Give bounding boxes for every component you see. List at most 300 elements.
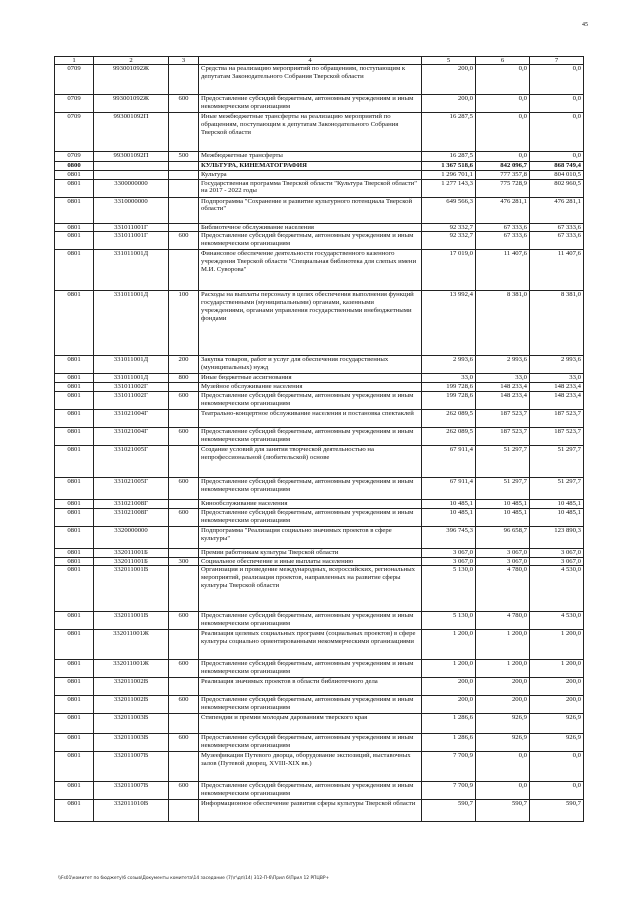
cell-section-code: 0801 [55, 232, 94, 250]
cell-target-article: 332011002В [94, 696, 169, 714]
cell-amount-col5: 200,0 [422, 696, 476, 714]
cell-target-article: 332011001Б [94, 548, 169, 557]
cell-section-code: 0801 [55, 383, 94, 392]
cell-section-code: 0801 [55, 752, 94, 782]
cell-amount-col5: 92 332,7 [422, 223, 476, 232]
cell-section-code: 0801 [55, 714, 94, 734]
cell-amount-col7: 868 749,4 [530, 162, 584, 171]
cell-expense-type [169, 630, 199, 660]
cell-amount-col5: 16 287,5 [422, 113, 476, 152]
cell-amount-col7: 33,0 [530, 374, 584, 383]
cell-item-name: Предоставление субсидий бюджетным, автономным учреждениям и иным некоммерческим организациям [199, 95, 422, 113]
cell-amount-col7: 187 523,7 [530, 427, 584, 445]
cell-amount-col6: 590,7 [476, 800, 530, 822]
cell-item-name: Иные межбюджетные трансферты на реализацию мероприятий по обращениям, поступающим к депутатам Законодательного Собрания Тверской области [199, 113, 422, 152]
cell-amount-col6: 926,9 [476, 714, 530, 734]
table-row [55, 630, 584, 660]
cell-amount-col5: 67 911,4 [422, 477, 476, 499]
cell-amount-col7: 3 067,0 [530, 557, 584, 566]
cell-item-name: Расходы на выплаты персоналу в целях обеспечения выполнения функций государственными (муниципальными) органами, казенными учреждениями, органами управления государственными внебюджетными фондами [199, 291, 422, 356]
cell-section-code: 0801 [55, 197, 94, 223]
cell-section-code: 0801 [55, 660, 94, 678]
cell-expense-type [169, 499, 199, 508]
cell-amount-col6: 67 333,6 [476, 223, 530, 232]
cell-amount-col7: 51 297,7 [530, 477, 584, 499]
cell-target-article: 332011010В [94, 800, 169, 822]
cell-item-name: Реализация целевых социальных программ (социальных проектов) в сфере культуры социально ориентированными некоммерческими организациями [199, 630, 422, 660]
column-header-3: 3 [169, 57, 199, 65]
table-row [55, 557, 584, 566]
cell-amount-col6: 0,0 [476, 95, 530, 113]
cell-amount-col5: 10 485,1 [422, 508, 476, 526]
table-row [55, 734, 584, 752]
table-row [55, 179, 584, 197]
cell-item-name: Кинообслуживание населения [199, 499, 422, 508]
table-row [55, 800, 584, 822]
cell-amount-col7: 0,0 [530, 95, 584, 113]
cell-amount-col5: 262 089,5 [422, 409, 476, 427]
table-row [55, 170, 584, 179]
cell-item-name: Межбюджетные трансферты [199, 152, 422, 162]
cell-expense-type: 800 [169, 374, 199, 383]
cell-amount-col5: 7 700,9 [422, 782, 476, 800]
cell-target-article: 331021008Г [94, 499, 169, 508]
table-row [55, 223, 584, 232]
cell-expense-type [169, 800, 199, 822]
cell-amount-col6: 51 297,7 [476, 477, 530, 499]
cell-amount-col7: 67 333,6 [530, 232, 584, 250]
cell-amount-col5: 1 296 701,1 [422, 170, 476, 179]
cell-amount-col7: 3 067,0 [530, 548, 584, 557]
footer-file-path: \\Fs01\комитет по бюджету\6 созыв\Документы комитета\14 заседание (7)\г\дп\14) 312-П-6\Прил 6\Прил 12 РПЦВР+ [58, 876, 330, 881]
cell-amount-col5: 1 367 518,6 [422, 162, 476, 171]
table-body [55, 65, 584, 822]
cell-expense-type [169, 197, 199, 223]
table-row [55, 427, 584, 445]
cell-item-name: Реализация значимых проектов в области библиотечного дела [199, 678, 422, 696]
cell-expense-type: 600 [169, 427, 199, 445]
cell-target-article [94, 162, 169, 171]
cell-section-code: 0801 [55, 291, 94, 356]
cell-expense-type [169, 170, 199, 179]
cell-amount-col6: 10 485,1 [476, 499, 530, 508]
cell-section-code: 0801 [55, 734, 94, 752]
cell-section-code: 0709 [55, 65, 94, 95]
table-row [55, 162, 584, 171]
cell-amount-col6: 842 096,7 [476, 162, 530, 171]
cell-item-name: Социальное обеспечение и иные выплаты населению [199, 557, 422, 566]
cell-amount-col7: 10 485,1 [530, 508, 584, 526]
cell-item-name: Предоставление субсидий бюджетным, автономным учреждениям и иным некоммерческим организациям [199, 782, 422, 800]
cell-item-name: Иные бюджетные ассигнования [199, 374, 422, 383]
cell-amount-col5: 1 286,6 [422, 734, 476, 752]
cell-amount-col5: 200,0 [422, 95, 476, 113]
cell-amount-col7: 4 530,0 [530, 566, 584, 612]
cell-amount-col7: 802 960,5 [530, 179, 584, 197]
cell-amount-col5: 7 700,9 [422, 752, 476, 782]
cell-item-name: Финансовое обеспечение деятельности государственного казенного учреждения Тверской области "Специальная библиотека для слепых имени М.И. Суворова" [199, 250, 422, 291]
cell-amount-col5: 5 130,0 [422, 612, 476, 630]
table-row [55, 752, 584, 782]
cell-expense-type [169, 526, 199, 548]
cell-amount-col6: 777 357,8 [476, 170, 530, 179]
cell-target-article: 993001092П [94, 113, 169, 152]
cell-section-code: 0801 [55, 223, 94, 232]
table-row [55, 499, 584, 508]
cell-item-name: Предоставление субсидий бюджетным, автономным учреждениям и иным некоммерческим организациям [199, 232, 422, 250]
cell-expense-type: 200 [169, 356, 199, 374]
table-row [55, 232, 584, 250]
cell-item-name: Подпрограмма "Сохранение и развитие культурного потенциала Тверской области" [199, 197, 422, 223]
cell-section-code: 0801 [55, 409, 94, 427]
cell-amount-col6: 3 067,0 [476, 557, 530, 566]
table-row [55, 391, 584, 409]
cell-target-article: 331011001Д [94, 250, 169, 291]
cell-target-article: 993001092П [94, 152, 169, 162]
cell-amount-col5: 649 566,3 [422, 197, 476, 223]
cell-amount-col6: 8 381,0 [476, 291, 530, 356]
cell-amount-col7: 926,9 [530, 714, 584, 734]
cell-amount-col7: 4 530,0 [530, 612, 584, 630]
cell-amount-col7: 926,9 [530, 734, 584, 752]
cell-target-article: 331011002Г [94, 391, 169, 409]
cell-amount-col6: 187 523,7 [476, 409, 530, 427]
cell-expense-type [169, 678, 199, 696]
cell-amount-col5: 199 728,6 [422, 391, 476, 409]
cell-item-name: Предоставление субсидий бюджетным, автономным учреждениям и иным некоммерческим организациям [199, 660, 422, 678]
cell-amount-col7: 11 407,6 [530, 250, 584, 291]
table-row [55, 65, 584, 95]
cell-item-name: Предоставление субсидий бюджетным, автономным учреждениям и иным некоммерческим организациям [199, 427, 422, 445]
cell-section-code: 0801 [55, 445, 94, 477]
cell-expense-type [169, 113, 199, 152]
cell-section-code: 0801 [55, 179, 94, 197]
cell-section-code: 0801 [55, 557, 94, 566]
cell-amount-col6: 1 200,0 [476, 660, 530, 678]
cell-amount-col6: 187 523,7 [476, 427, 530, 445]
cell-target-article: 993001092Ж [94, 65, 169, 95]
cell-amount-col5: 5 130,0 [422, 566, 476, 612]
cell-amount-col5: 67 911,4 [422, 445, 476, 477]
cell-amount-col6: 200,0 [476, 678, 530, 696]
cell-target-article: 331011001Г [94, 223, 169, 232]
cell-section-code: 0801 [55, 477, 94, 499]
cell-item-name: Информационное обеспечение развития сферы культуры Тверской области [199, 800, 422, 822]
cell-expense-type: 600 [169, 95, 199, 113]
cell-expense-type: 600 [169, 782, 199, 800]
column-header-4: 4 [199, 57, 422, 65]
cell-section-code: 0801 [55, 374, 94, 383]
cell-amount-col6: 148 233,4 [476, 383, 530, 392]
cell-section-code: 0801 [55, 800, 94, 822]
cell-item-name: Закупка товаров, работ и услуг для обеспечения государственных (муниципальных) нужд [199, 356, 422, 374]
cell-amount-col7: 0,0 [530, 752, 584, 782]
cell-expense-type: 300 [169, 557, 199, 566]
cell-amount-col6: 0,0 [476, 782, 530, 800]
column-header-2: 2 [94, 57, 169, 65]
cell-amount-col6: 4 780,0 [476, 612, 530, 630]
cell-section-code: 0801 [55, 696, 94, 714]
table-row [55, 445, 584, 477]
cell-expense-type [169, 548, 199, 557]
cell-section-code: 0801 [55, 612, 94, 630]
table-row [55, 356, 584, 374]
cell-target-article: 332011001Ж [94, 660, 169, 678]
cell-amount-col5: 262 089,5 [422, 427, 476, 445]
cell-item-name: Предоставление субсидий бюджетным, автономным учреждениям и иным некоммерческим организациям [199, 477, 422, 499]
cell-expense-type [169, 752, 199, 782]
cell-amount-col7: 476 281,1 [530, 197, 584, 223]
cell-amount-col5: 92 332,7 [422, 232, 476, 250]
table-row [55, 152, 584, 162]
cell-section-code: 0801 [55, 427, 94, 445]
cell-expense-type: 600 [169, 232, 199, 250]
cell-section-code: 0709 [55, 95, 94, 113]
cell-amount-col5: 200,0 [422, 678, 476, 696]
cell-amount-col5: 199 728,6 [422, 383, 476, 392]
cell-item-name: Предоставление субсидий бюджетным, автономным учреждениям и иным некоммерческим организациям [199, 508, 422, 526]
cell-amount-col5: 3 067,0 [422, 557, 476, 566]
cell-target-article: 331021004Г [94, 427, 169, 445]
cell-amount-col6: 51 297,7 [476, 445, 530, 477]
cell-section-code: 0801 [55, 356, 94, 374]
cell-item-name: Музейное обслуживание населения [199, 383, 422, 392]
cell-item-name: Предоставление субсидий бюджетным, автономным учреждениям и иным некоммерческим организациям [199, 734, 422, 752]
cell-section-code: 0801 [55, 170, 94, 179]
table-row [55, 612, 584, 630]
cell-amount-col6: 0,0 [476, 65, 530, 95]
cell-target-article: 331021008Г [94, 508, 169, 526]
cell-section-code: 0801 [55, 499, 94, 508]
cell-amount-col5: 16 287,5 [422, 152, 476, 162]
cell-amount-col7: 51 297,7 [530, 445, 584, 477]
cell-amount-col7: 590,7 [530, 800, 584, 822]
cell-amount-col5: 200,0 [422, 65, 476, 95]
cell-section-code: 0709 [55, 152, 94, 162]
cell-item-name: Музеефикация Путевого дворца, оборудование экспозиций, выставочных залов (Путевой дворец, XVIII-XIX вв.) [199, 752, 422, 782]
cell-expense-type: 500 [169, 152, 199, 162]
cell-amount-col6: 775 728,9 [476, 179, 530, 197]
cell-amount-col7: 148 233,4 [530, 383, 584, 392]
cell-item-name: Предоставление субсидий бюджетным, автономным учреждениям и иным некоммерческим организациям [199, 612, 422, 630]
cell-target-article: 332011003В [94, 734, 169, 752]
cell-amount-col5: 1 277 143,3 [422, 179, 476, 197]
cell-item-name: Подпрограмма "Реализация социально значимых проектов в сфере культуры" [199, 526, 422, 548]
cell-target-article: 332011001В [94, 566, 169, 612]
cell-amount-col5: 1 200,0 [422, 660, 476, 678]
table-row [55, 566, 584, 612]
cell-item-name: Премии работникам культуры Тверской области [199, 548, 422, 557]
cell-target-article: 332011001Б [94, 557, 169, 566]
cell-amount-col7: 1 200,0 [530, 660, 584, 678]
table-row [55, 660, 584, 678]
cell-target-article: 331011002Г [94, 383, 169, 392]
table-row [55, 383, 584, 392]
cell-expense-type [169, 714, 199, 734]
cell-item-name: Библиотечное обслуживание населения [199, 223, 422, 232]
cell-expense-type [169, 65, 199, 95]
cell-amount-col5: 10 485,1 [422, 499, 476, 508]
cell-item-name: Стипендии и премии молодым дарованиям тверского края [199, 714, 422, 734]
table-row [55, 678, 584, 696]
cell-amount-col6: 0,0 [476, 152, 530, 162]
cell-target-article: 331021004Г [94, 409, 169, 427]
cell-expense-type: 600 [169, 696, 199, 714]
cell-amount-col6: 11 407,6 [476, 250, 530, 291]
cell-target-article: 331021005Г [94, 445, 169, 477]
cell-item-name: Создание условий для занятия творческой деятельностью на непрофессиональной (любительской) основе [199, 445, 422, 477]
cell-item-name: Средства на реализацию мероприятий по обращениям, поступающим к депутатам Законодательного Собрания Тверской области [199, 65, 422, 95]
cell-amount-col7: 0,0 [530, 65, 584, 95]
cell-amount-col7: 0,0 [530, 782, 584, 800]
cell-expense-type: 600 [169, 612, 199, 630]
cell-target-article: 332011002В [94, 678, 169, 696]
cell-amount-col6: 148 233,4 [476, 391, 530, 409]
table-row [55, 197, 584, 223]
cell-expense-type [169, 566, 199, 612]
cell-amount-col6: 0,0 [476, 752, 530, 782]
cell-item-name: Организация и проведение международных, всероссийских, региональных мероприятий, реализация проектов, направленных на развитие сферы культуры Тверской области [199, 566, 422, 612]
column-header-7: 7 [530, 57, 584, 65]
table-row [55, 113, 584, 152]
table-row [55, 374, 584, 383]
cell-section-code: 0801 [55, 548, 94, 557]
cell-target-article: 332011007В [94, 782, 169, 800]
cell-expense-type: 600 [169, 660, 199, 678]
table-row [55, 714, 584, 734]
table-row [55, 508, 584, 526]
cell-expense-type: 600 [169, 477, 199, 499]
cell-section-code: 0801 [55, 391, 94, 409]
column-header-6: 6 [476, 57, 530, 65]
cell-expense-type: 600 [169, 508, 199, 526]
cell-amount-col5: 13 992,4 [422, 291, 476, 356]
cell-item-name: Предоставление субсидий бюджетным, автономным учреждениям и иным некоммерческим организациям [199, 391, 422, 409]
cell-target-article: 332011007В [94, 752, 169, 782]
cell-target-article: 3320000000 [94, 526, 169, 548]
cell-amount-col6: 476 281,1 [476, 197, 530, 223]
cell-amount-col6: 10 485,1 [476, 508, 530, 526]
cell-amount-col6: 2 993,6 [476, 356, 530, 374]
cell-amount-col6: 926,9 [476, 734, 530, 752]
cell-expense-type: 100 [169, 291, 199, 356]
cell-amount-col7: 1 200,0 [530, 630, 584, 660]
cell-item-name: Культура [199, 170, 422, 179]
cell-expense-type [169, 383, 199, 392]
cell-target-article [94, 170, 169, 179]
cell-amount-col7: 0,0 [530, 113, 584, 152]
cell-amount-col5: 17 019,0 [422, 250, 476, 291]
cell-target-article: 3300000000 [94, 179, 169, 197]
page-number: 45 [582, 22, 588, 28]
cell-target-article: 332011001Ж [94, 630, 169, 660]
cell-expense-type [169, 223, 199, 232]
cell-amount-col6: 67 333,6 [476, 232, 530, 250]
table-header-row [55, 57, 584, 65]
cell-section-code: 0801 [55, 782, 94, 800]
table-row [55, 291, 584, 356]
cell-amount-col7: 123 890,3 [530, 526, 584, 548]
cell-amount-col5: 1 286,6 [422, 714, 476, 734]
cell-amount-col5: 2 993,6 [422, 356, 476, 374]
table-row [55, 696, 584, 714]
cell-amount-col5: 1 200,0 [422, 630, 476, 660]
cell-item-name: Театрально-концертное обслуживание населения и постановка спектаклей [199, 409, 422, 427]
cell-amount-col7: 10 485,1 [530, 499, 584, 508]
table-row [55, 477, 584, 499]
cell-expense-type: 600 [169, 391, 199, 409]
cell-target-article: 332011003В [94, 714, 169, 734]
cell-amount-col7: 187 523,7 [530, 409, 584, 427]
cell-target-article: 3310000000 [94, 197, 169, 223]
cell-amount-col6: 33,0 [476, 374, 530, 383]
cell-amount-col6: 0,0 [476, 113, 530, 152]
cell-item-name: КУЛЬТУРА, КИНЕМАТОГРАФИЯ [199, 162, 422, 171]
cell-section-code: 0801 [55, 250, 94, 291]
cell-expense-type [169, 179, 199, 197]
cell-target-article: 331021005Г [94, 477, 169, 499]
cell-amount-col7: 2 993,6 [530, 356, 584, 374]
cell-amount-col6: 1 200,0 [476, 630, 530, 660]
cell-section-code: 0800 [55, 162, 94, 171]
table-row [55, 548, 584, 557]
cell-amount-col6: 96 658,7 [476, 526, 530, 548]
table-row [55, 782, 584, 800]
cell-amount-col5: 590,7 [422, 800, 476, 822]
budget-table [54, 56, 584, 822]
cell-target-article: 331011001Д [94, 374, 169, 383]
cell-amount-col6: 4 780,0 [476, 566, 530, 612]
table-row [55, 526, 584, 548]
cell-section-code: 0801 [55, 566, 94, 612]
cell-amount-col7: 148 233,4 [530, 391, 584, 409]
cell-expense-type [169, 445, 199, 477]
cell-amount-col7: 200,0 [530, 678, 584, 696]
cell-section-code: 0709 [55, 113, 94, 152]
cell-item-name: Государственная программа Тверской области "Культура Тверской области" на 2017 - 2022 годы [199, 179, 422, 197]
cell-amount-col6: 200,0 [476, 696, 530, 714]
cell-amount-col7: 8 381,0 [530, 291, 584, 356]
cell-amount-col5: 3 067,0 [422, 548, 476, 557]
cell-target-article: 331011001Д [94, 356, 169, 374]
cell-target-article: 332011001В [94, 612, 169, 630]
cell-expense-type [169, 162, 199, 171]
cell-target-article: 331011001Г [94, 232, 169, 250]
cell-target-article: 331011001Д [94, 291, 169, 356]
cell-item-name: Предоставление субсидий бюджетным, автономным учреждениям и иным некоммерческим организациям [199, 696, 422, 714]
table-row [55, 409, 584, 427]
cell-section-code: 0801 [55, 526, 94, 548]
cell-amount-col7: 67 333,6 [530, 223, 584, 232]
cell-amount-col7: 0,0 [530, 152, 584, 162]
cell-amount-col6: 3 067,0 [476, 548, 530, 557]
cell-section-code: 0801 [55, 678, 94, 696]
cell-section-code: 0801 [55, 630, 94, 660]
cell-expense-type: 600 [169, 734, 199, 752]
cell-amount-col5: 396 745,3 [422, 526, 476, 548]
cell-amount-col7: 804 010,5 [530, 170, 584, 179]
column-header-5: 5 [422, 57, 476, 65]
column-header-1: 1 [55, 57, 94, 65]
table-row [55, 95, 584, 113]
table-row [55, 250, 584, 291]
cell-expense-type [169, 250, 199, 291]
cell-section-code: 0801 [55, 508, 94, 526]
cell-amount-col5: 33,0 [422, 374, 476, 383]
cell-target-article: 993001092Ж [94, 95, 169, 113]
cell-expense-type [169, 409, 199, 427]
cell-amount-col7: 200,0 [530, 696, 584, 714]
